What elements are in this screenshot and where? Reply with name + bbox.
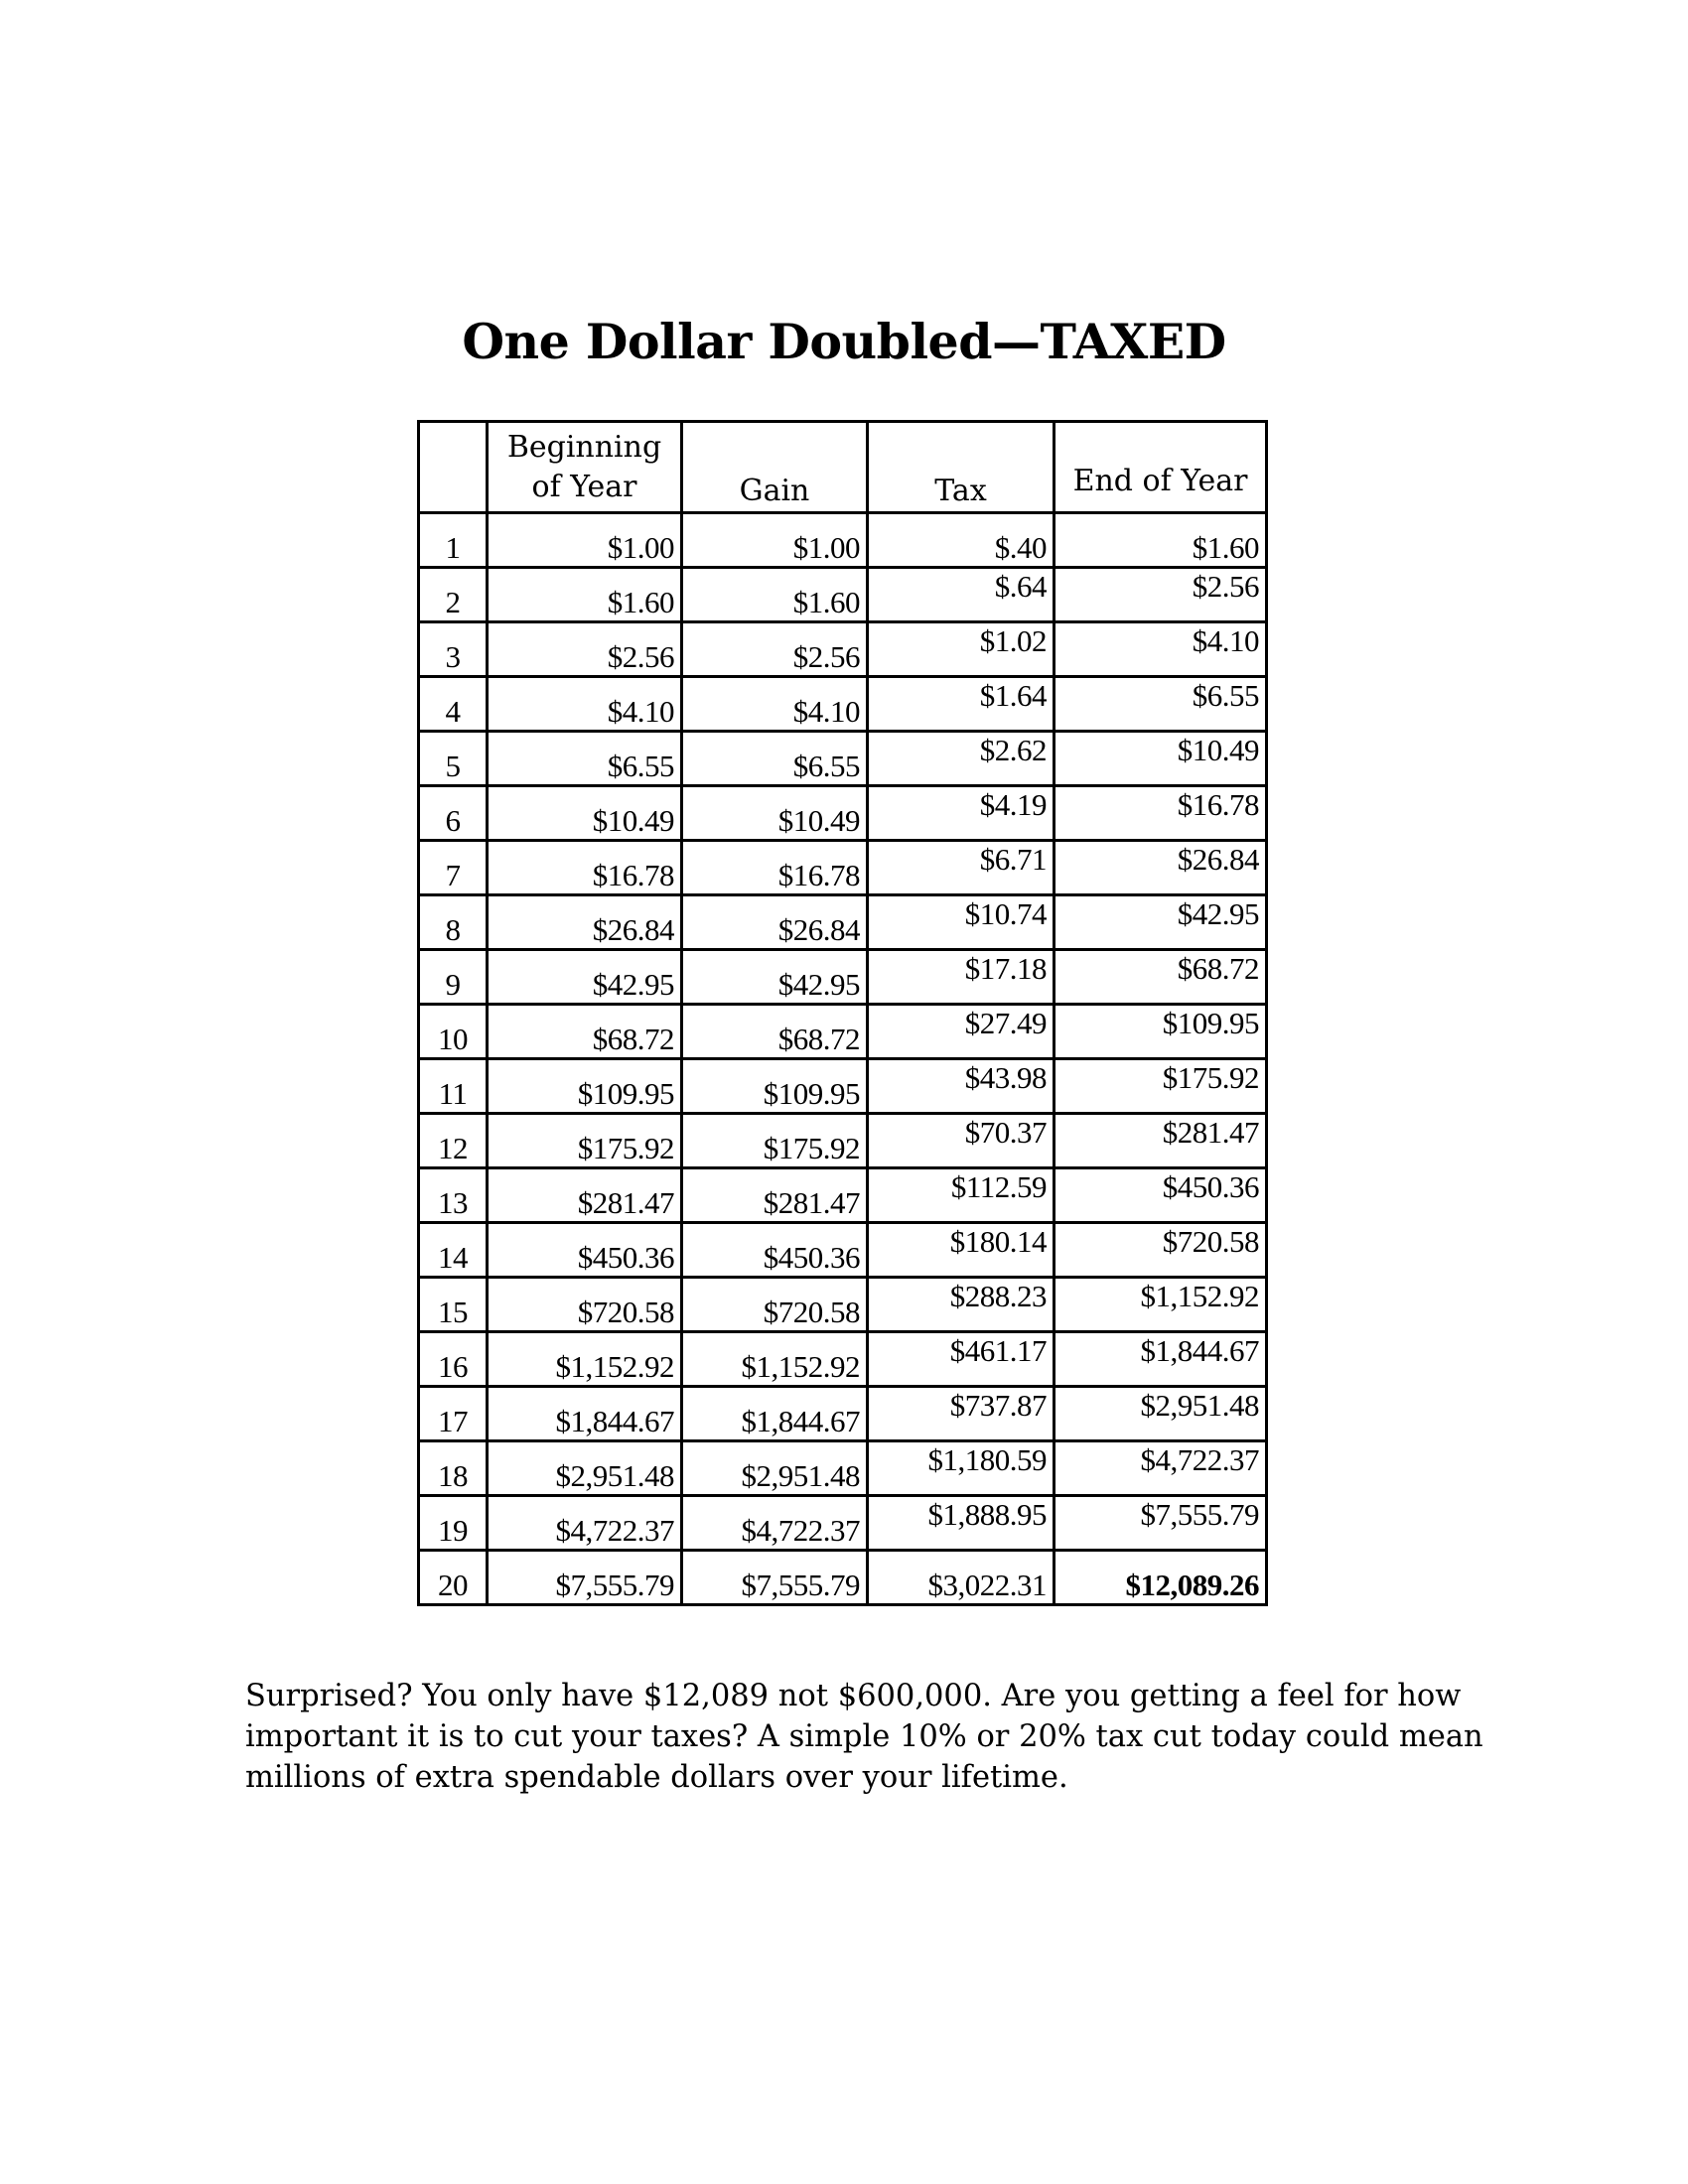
tax-cell: $2.62 [868,732,1055,786]
tax-cell: $112.59 [868,1168,1055,1223]
gain-cell: $109.95 [682,1059,868,1114]
beginning-of-year-cell: $4.10 [488,677,682,732]
gain-cell: $1.00 [682,513,868,568]
header-beginning-of-year [488,422,682,513]
tax-cell: $461.17 [868,1332,1055,1387]
year-cell: 11 [419,1059,488,1114]
end-of-year-cell: $16.78 [1055,786,1267,841]
end-of-year-cell: $42.95 [1055,895,1267,950]
table-row [419,677,1267,732]
year-cell: 4 [419,677,488,732]
gain-cell: $281.47 [682,1168,868,1223]
table-row [419,1114,1267,1168]
beginning-of-year-cell: $7,555.79 [488,1551,682,1605]
table-row [419,895,1267,950]
end-of-year-cell: $720.58 [1055,1223,1267,1278]
end-of-year-cell: $175.92 [1055,1059,1267,1114]
gain-cell: $10.49 [682,786,868,841]
header-beginning-of-year-label: Beginning of Year [506,430,662,504]
tax-cell: $737.87 [868,1387,1055,1441]
year-cell: 10 [419,1005,488,1059]
table-row [419,622,1267,677]
gain-cell: $1,152.92 [682,1332,868,1387]
tax-cell: $43.98 [868,1059,1055,1114]
gain-cell: $42.95 [682,950,868,1005]
year-cell: 20 [419,1551,488,1605]
end-of-year-cell: $4.10 [1055,622,1267,677]
tax-cell: $180.14 [868,1223,1055,1278]
beginning-of-year-cell: $1.60 [488,568,682,622]
header-year [419,422,488,513]
tax-cell: $17.18 [868,950,1055,1005]
beginning-of-year-cell: $6.55 [488,732,682,786]
year-cell: 17 [419,1387,488,1441]
end-of-year-cell: $12,089.26 [1055,1551,1267,1605]
beginning-of-year-cell: $1,844.67 [488,1387,682,1441]
end-of-year-cell: $6.55 [1055,677,1267,732]
beginning-of-year-cell: $450.36 [488,1223,682,1278]
beginning-of-year-cell: $42.95 [488,950,682,1005]
tax-cell: $288.23 [868,1278,1055,1332]
end-of-year-cell: $7,555.79 [1055,1496,1267,1551]
year-cell: 16 [419,1332,488,1387]
gain-cell: $7,555.79 [682,1551,868,1605]
end-of-year-cell: $1,844.67 [1055,1332,1267,1387]
table-row [419,950,1267,1005]
year-cell: 5 [419,732,488,786]
tax-cell: $10.74 [868,895,1055,950]
gain-cell: $1,844.67 [682,1387,868,1441]
table-row [419,1387,1267,1441]
end-of-year-cell: $2,951.48 [1055,1387,1267,1441]
beginning-of-year-cell: $16.78 [488,841,682,895]
year-cell: 15 [419,1278,488,1332]
beginning-of-year-cell: $720.58 [488,1278,682,1332]
table-row [419,1496,1267,1551]
gain-cell: $720.58 [682,1278,868,1332]
tax-cell: $.64 [868,568,1055,622]
year-cell: 18 [419,1441,488,1496]
end-of-year-cell: $1,152.92 [1055,1278,1267,1332]
beginning-of-year-cell: $281.47 [488,1168,682,1223]
header-end-of-year: End of Year [1055,422,1267,513]
tax-cell: $.40 [868,513,1055,568]
header-gain: Gain [682,422,868,513]
beginning-of-year-cell: $109.95 [488,1059,682,1114]
year-cell: 6 [419,786,488,841]
table-row [419,568,1267,622]
beginning-of-year-cell: $1.00 [488,513,682,568]
table-row [419,513,1267,568]
beginning-of-year-cell: $2,951.48 [488,1441,682,1496]
gain-cell: $68.72 [682,1005,868,1059]
end-of-year-cell: $109.95 [1055,1005,1267,1059]
beginning-of-year-cell: $4,722.37 [488,1496,682,1551]
table-body [419,513,1267,1605]
table-row [419,1551,1267,1605]
tax-cell: $4.19 [868,786,1055,841]
header-tax: Tax [868,422,1055,513]
tax-cell: $70.37 [868,1114,1055,1168]
year-cell: 3 [419,622,488,677]
year-cell: 1 [419,513,488,568]
gain-cell: $450.36 [682,1223,868,1278]
beginning-of-year-cell: $68.72 [488,1005,682,1059]
page-title: One Dollar Doubled—TAXED [462,313,1226,370]
beginning-of-year-cell: $10.49 [488,786,682,841]
tax-cell: $1,180.59 [868,1441,1055,1496]
year-cell: 13 [419,1168,488,1223]
footnote-paragraph: Surprised? You only have $12,089 not $600,000. Are you getting a feel for how important it is to cut your taxes? A simple 10% or 20% tax cut today could mean millions of extra spendable dollars over your lifetime. [245,1679,1483,1795]
gain-cell: $4.10 [682,677,868,732]
gain-cell: $4,722.37 [682,1496,868,1551]
gain-cell: $26.84 [682,895,868,950]
beginning-of-year-cell: $26.84 [488,895,682,950]
table-row [419,1223,1267,1278]
table-row [419,1441,1267,1496]
table-row [419,1332,1267,1387]
table-row [419,786,1267,841]
end-of-year-cell: $68.72 [1055,950,1267,1005]
gain-cell: $2.56 [682,622,868,677]
tax-cell: $27.49 [868,1005,1055,1059]
table-row [419,1005,1267,1059]
table-container [417,420,1268,1606]
tax-cell: $1,888.95 [868,1496,1055,1551]
year-cell: 9 [419,950,488,1005]
end-of-year-cell: $2.56 [1055,568,1267,622]
year-cell: 14 [419,1223,488,1278]
tax-cell: $3,022.31 [868,1551,1055,1605]
year-cell: 2 [419,568,488,622]
gain-cell: $175.92 [682,1114,868,1168]
beginning-of-year-cell: $1,152.92 [488,1332,682,1387]
tax-cell: $1.64 [868,677,1055,732]
gain-cell: $16.78 [682,841,868,895]
beginning-of-year-cell: $2.56 [488,622,682,677]
table-row [419,1278,1267,1332]
beginning-of-year-cell: $175.92 [488,1114,682,1168]
year-cell: 8 [419,895,488,950]
end-of-year-cell: $26.84 [1055,841,1267,895]
taxed-doubling-table [417,420,1268,1606]
year-cell: 7 [419,841,488,895]
year-cell: 19 [419,1496,488,1551]
gain-cell: $2,951.48 [682,1441,868,1496]
end-of-year-cell: $4,722.37 [1055,1441,1267,1496]
end-of-year-cell: $450.36 [1055,1168,1267,1223]
tax-cell: $6.71 [868,841,1055,895]
table-row [419,1059,1267,1114]
gain-cell: $1.60 [682,568,868,622]
end-of-year-cell: $281.47 [1055,1114,1267,1168]
year-cell: 12 [419,1114,488,1168]
tax-cell: $1.02 [868,622,1055,677]
end-of-year-cell: $10.49 [1055,732,1267,786]
end-of-year-cell: $1.60 [1055,513,1267,568]
table-row [419,732,1267,786]
table-header-row [419,422,1267,513]
table-row [419,841,1267,895]
gain-cell: $6.55 [682,732,868,786]
table-row [419,1168,1267,1223]
